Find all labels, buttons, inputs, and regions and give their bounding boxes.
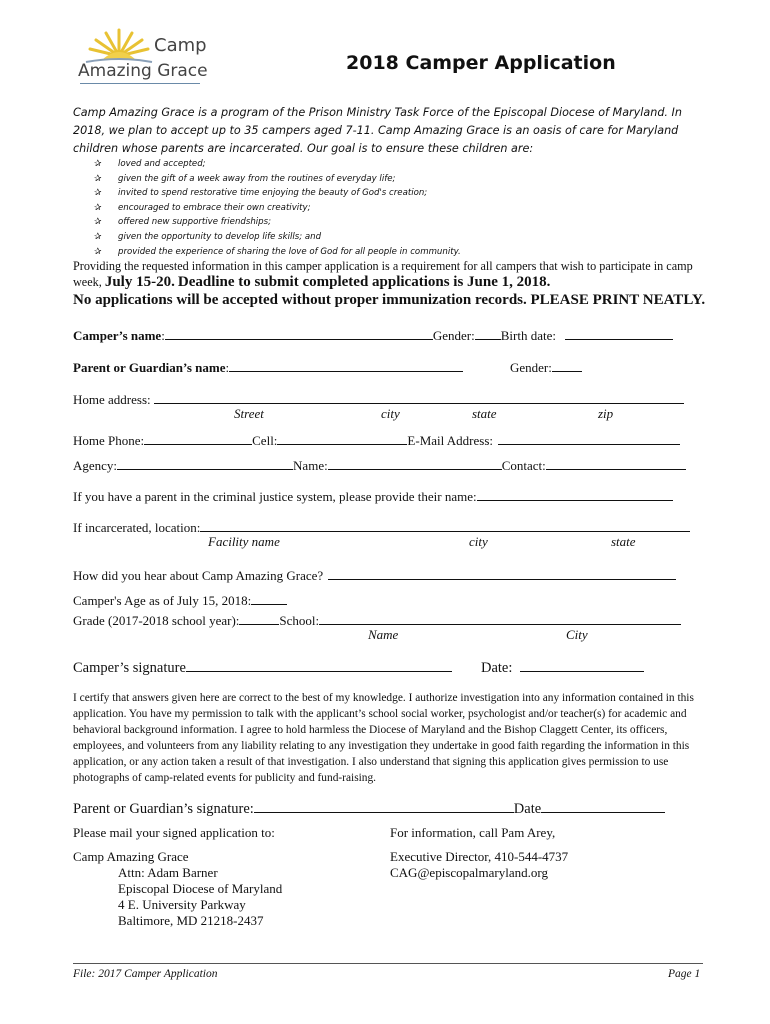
footer-page: Page 1 <box>668 968 701 980</box>
parent-cj-row <box>73 486 673 505</box>
incarcerated-label: If incarcerated, location: <box>73 520 201 535</box>
cell-field[interactable] <box>277 430 407 445</box>
camp-logo <box>76 26 206 86</box>
list-item: ✰ loved and accepted; <box>94 157 461 172</box>
home-address-field[interactable] <box>154 389 684 404</box>
parent-signature-field[interactable] <box>254 798 514 813</box>
facility-name-caption: Facility name <box>208 534 280 549</box>
agency-label: Agency: <box>73 458 118 473</box>
cell-label: Cell: <box>252 433 278 448</box>
logo-amazing-grace-text: Amazing Grace <box>78 61 208 81</box>
birth-date-label: Birth date: <box>500 328 556 343</box>
page-title: 2018 Camper Application <box>346 52 616 74</box>
camper-name-field[interactable] <box>165 325 433 340</box>
logo-underline <box>80 83 200 84</box>
email-field[interactable] <box>498 430 680 445</box>
mail-line-4: 4 E. University Parkway <box>118 897 246 912</box>
info-heading: For information, call Pam Arey, <box>390 825 556 840</box>
state-caption: state <box>472 406 497 421</box>
hear-about-row <box>73 565 676 584</box>
agency-row <box>73 455 686 474</box>
mail-line-5: Baltimore, MD 21218-2437 <box>118 913 264 928</box>
logo-camp-text: Camp <box>154 35 207 56</box>
phone-row <box>73 430 680 449</box>
star-icon: ✰ <box>94 246 102 257</box>
camper-signature-row <box>73 657 452 677</box>
parent-name-field[interactable] <box>229 357 463 372</box>
requirement-week: week, <box>73 275 102 289</box>
home-address-label: Home address: <box>73 392 151 407</box>
requirement-text: Providing the requested information in this camper application is a requirement for all campers that wish to participate in camp <box>73 259 693 273</box>
city-caption: city <box>381 406 400 421</box>
parent-signature-row <box>73 798 665 818</box>
incarcerated-row <box>73 517 690 536</box>
age-row <box>73 590 287 609</box>
birth-date-field[interactable] <box>565 325 673 340</box>
school-field[interactable] <box>319 610 681 625</box>
camper-name-label: Camper’s name <box>73 328 162 343</box>
mail-line-3: Episcopal Diocese of Maryland <box>118 881 283 896</box>
gender-label: Gender: <box>432 328 475 343</box>
home-phone-label: Home Phone: <box>73 433 145 448</box>
school-name-caption: Name <box>368 627 399 642</box>
star-icon: ✰ <box>94 188 102 199</box>
star-icon: ✰ <box>94 231 102 242</box>
grade-label: Grade (2017-2018 school year): <box>73 613 240 628</box>
date-row-1 <box>481 657 644 677</box>
parent-gender-row <box>510 357 582 376</box>
hear-about-field[interactable] <box>328 565 676 580</box>
parent-signature-label: Parent or Guardian’s signature: <box>73 801 254 817</box>
age-field[interactable] <box>251 590 287 605</box>
facility-city-caption: city <box>469 534 488 549</box>
camper-name-row: Camper’s name: Gender: Birth date: <box>73 325 673 344</box>
date-label-2: Date <box>513 801 542 817</box>
mail-heading: Please mail your signed application to: <box>73 825 275 840</box>
camper-signature-field[interactable] <box>186 657 452 672</box>
school-city-caption: City <box>566 627 588 642</box>
agency-name-label: Name: <box>293 458 328 473</box>
home-phone-field[interactable] <box>144 430 252 445</box>
agency-field[interactable] <box>117 455 293 470</box>
list-item: ✰ given the gift of a week away from the routines of everyday life; <box>94 172 461 187</box>
contact-field[interactable] <box>546 455 686 470</box>
list-item: ✰ encouraged to embrace their own creativity; <box>94 201 461 216</box>
date-label-1: Date: <box>481 660 513 676</box>
star-icon: ✰ <box>94 173 102 184</box>
goals-list <box>94 157 461 259</box>
parent-cj-label: If you have a parent in the criminal justice system, please provide their name: <box>73 489 477 504</box>
mail-line-2: Attn: Adam Barner <box>118 865 218 880</box>
footer-file: File: 2017 Camper Application <box>73 968 218 980</box>
info-email-link[interactable]: CAG@episcopalmaryland.org <box>390 865 548 880</box>
gender-field[interactable] <box>475 325 501 340</box>
parent-name-label: Parent or Guardian’s name <box>73 360 226 375</box>
info-block <box>390 825 568 881</box>
deadline-line: week, July 15-20. Deadline to submit completed applications is June 1, 2018. <box>73 274 551 290</box>
certification-text: I certify that answers given here are correct to the best of my knowledge. I authorize investigation into any information contained in this application. You have my permission to talk with the applicant’s school social worker, psychologist and/or teacher(s) for academic and behavioral background information. I agree to hold harmless the Diocese of Maryland and the Bishop Claggett Center, its officers, employees, and volunteers from any liability relating to any investigation they undertake in good faith regarding the information in this application, or any action taken a result of that investigation. I also understand that signing this application gives permission to use photographs of camp-related events for publicity and fund-raising. <box>73 692 694 784</box>
parent-name-row: Parent or Guardian’s name: <box>73 357 463 376</box>
date-field-2[interactable] <box>541 798 665 813</box>
list-item: ✰ given the opportunity to develop life skills; and <box>94 230 461 245</box>
parent-cj-field[interactable] <box>477 486 673 501</box>
hear-about-label: How did you hear about Camp Amazing Grace? <box>73 568 324 583</box>
deadline-text: Deadline to submit completed applications is June 1, 2018. <box>177 274 551 290</box>
footer-divider <box>73 963 703 964</box>
parent-gender-label: Gender: <box>510 360 552 375</box>
age-label: Camper's Age as of July 15, 2018: <box>73 593 252 608</box>
contact-label: Contact: <box>501 458 546 473</box>
camper-signature-label: Camper’s signature <box>73 660 186 676</box>
parent-gender-field[interactable] <box>552 357 582 372</box>
sun-icon <box>84 26 154 66</box>
facility-state-caption: state <box>611 534 636 549</box>
zip-caption: zip <box>598 406 614 421</box>
list-item: ✰ offered new supportive friendships; <box>94 215 461 230</box>
email-label: E-Mail Address: <box>407 433 493 448</box>
list-item: ✰ invited to spend restorative time enjoying the beauty of God's creation; <box>94 186 461 201</box>
street-caption: Street <box>234 406 264 421</box>
mail-line-1: Camp Amazing Grace <box>73 849 189 864</box>
camp-dates: July 15-20 <box>104 274 172 290</box>
grade-field[interactable] <box>239 610 279 625</box>
immunization-notice: No applications will be accepted without proper immunization records. PLEASE PRINT NEATLY. <box>73 292 706 308</box>
info-line-1: Executive Director, 410-544-4737 <box>390 849 569 864</box>
date-field-1[interactable] <box>520 657 644 672</box>
home-address-row <box>73 389 684 408</box>
mail-block <box>73 825 282 929</box>
list-item: ✰ provided the experience of sharing the love of God for all people in community. <box>94 245 461 260</box>
agency-name-field[interactable] <box>328 455 502 470</box>
school-label: School: <box>279 613 320 628</box>
incarcerated-location-field[interactable] <box>200 517 690 532</box>
intro-paragraph: Camp Amazing Grace is a program of the Prison Ministry Task Force of the Episcopal Diocese of Maryland. In 2018, we plan to accept up to 35 campers aged 7-11. Camp Amazing Grace is an oasis of care for Maryland children whose parents are incarcerated. Our goal is to ensure these children are: <box>73 106 682 155</box>
star-icon: ✰ <box>94 159 102 169</box>
star-icon: ✰ <box>94 217 102 228</box>
star-icon: ✰ <box>94 202 102 213</box>
